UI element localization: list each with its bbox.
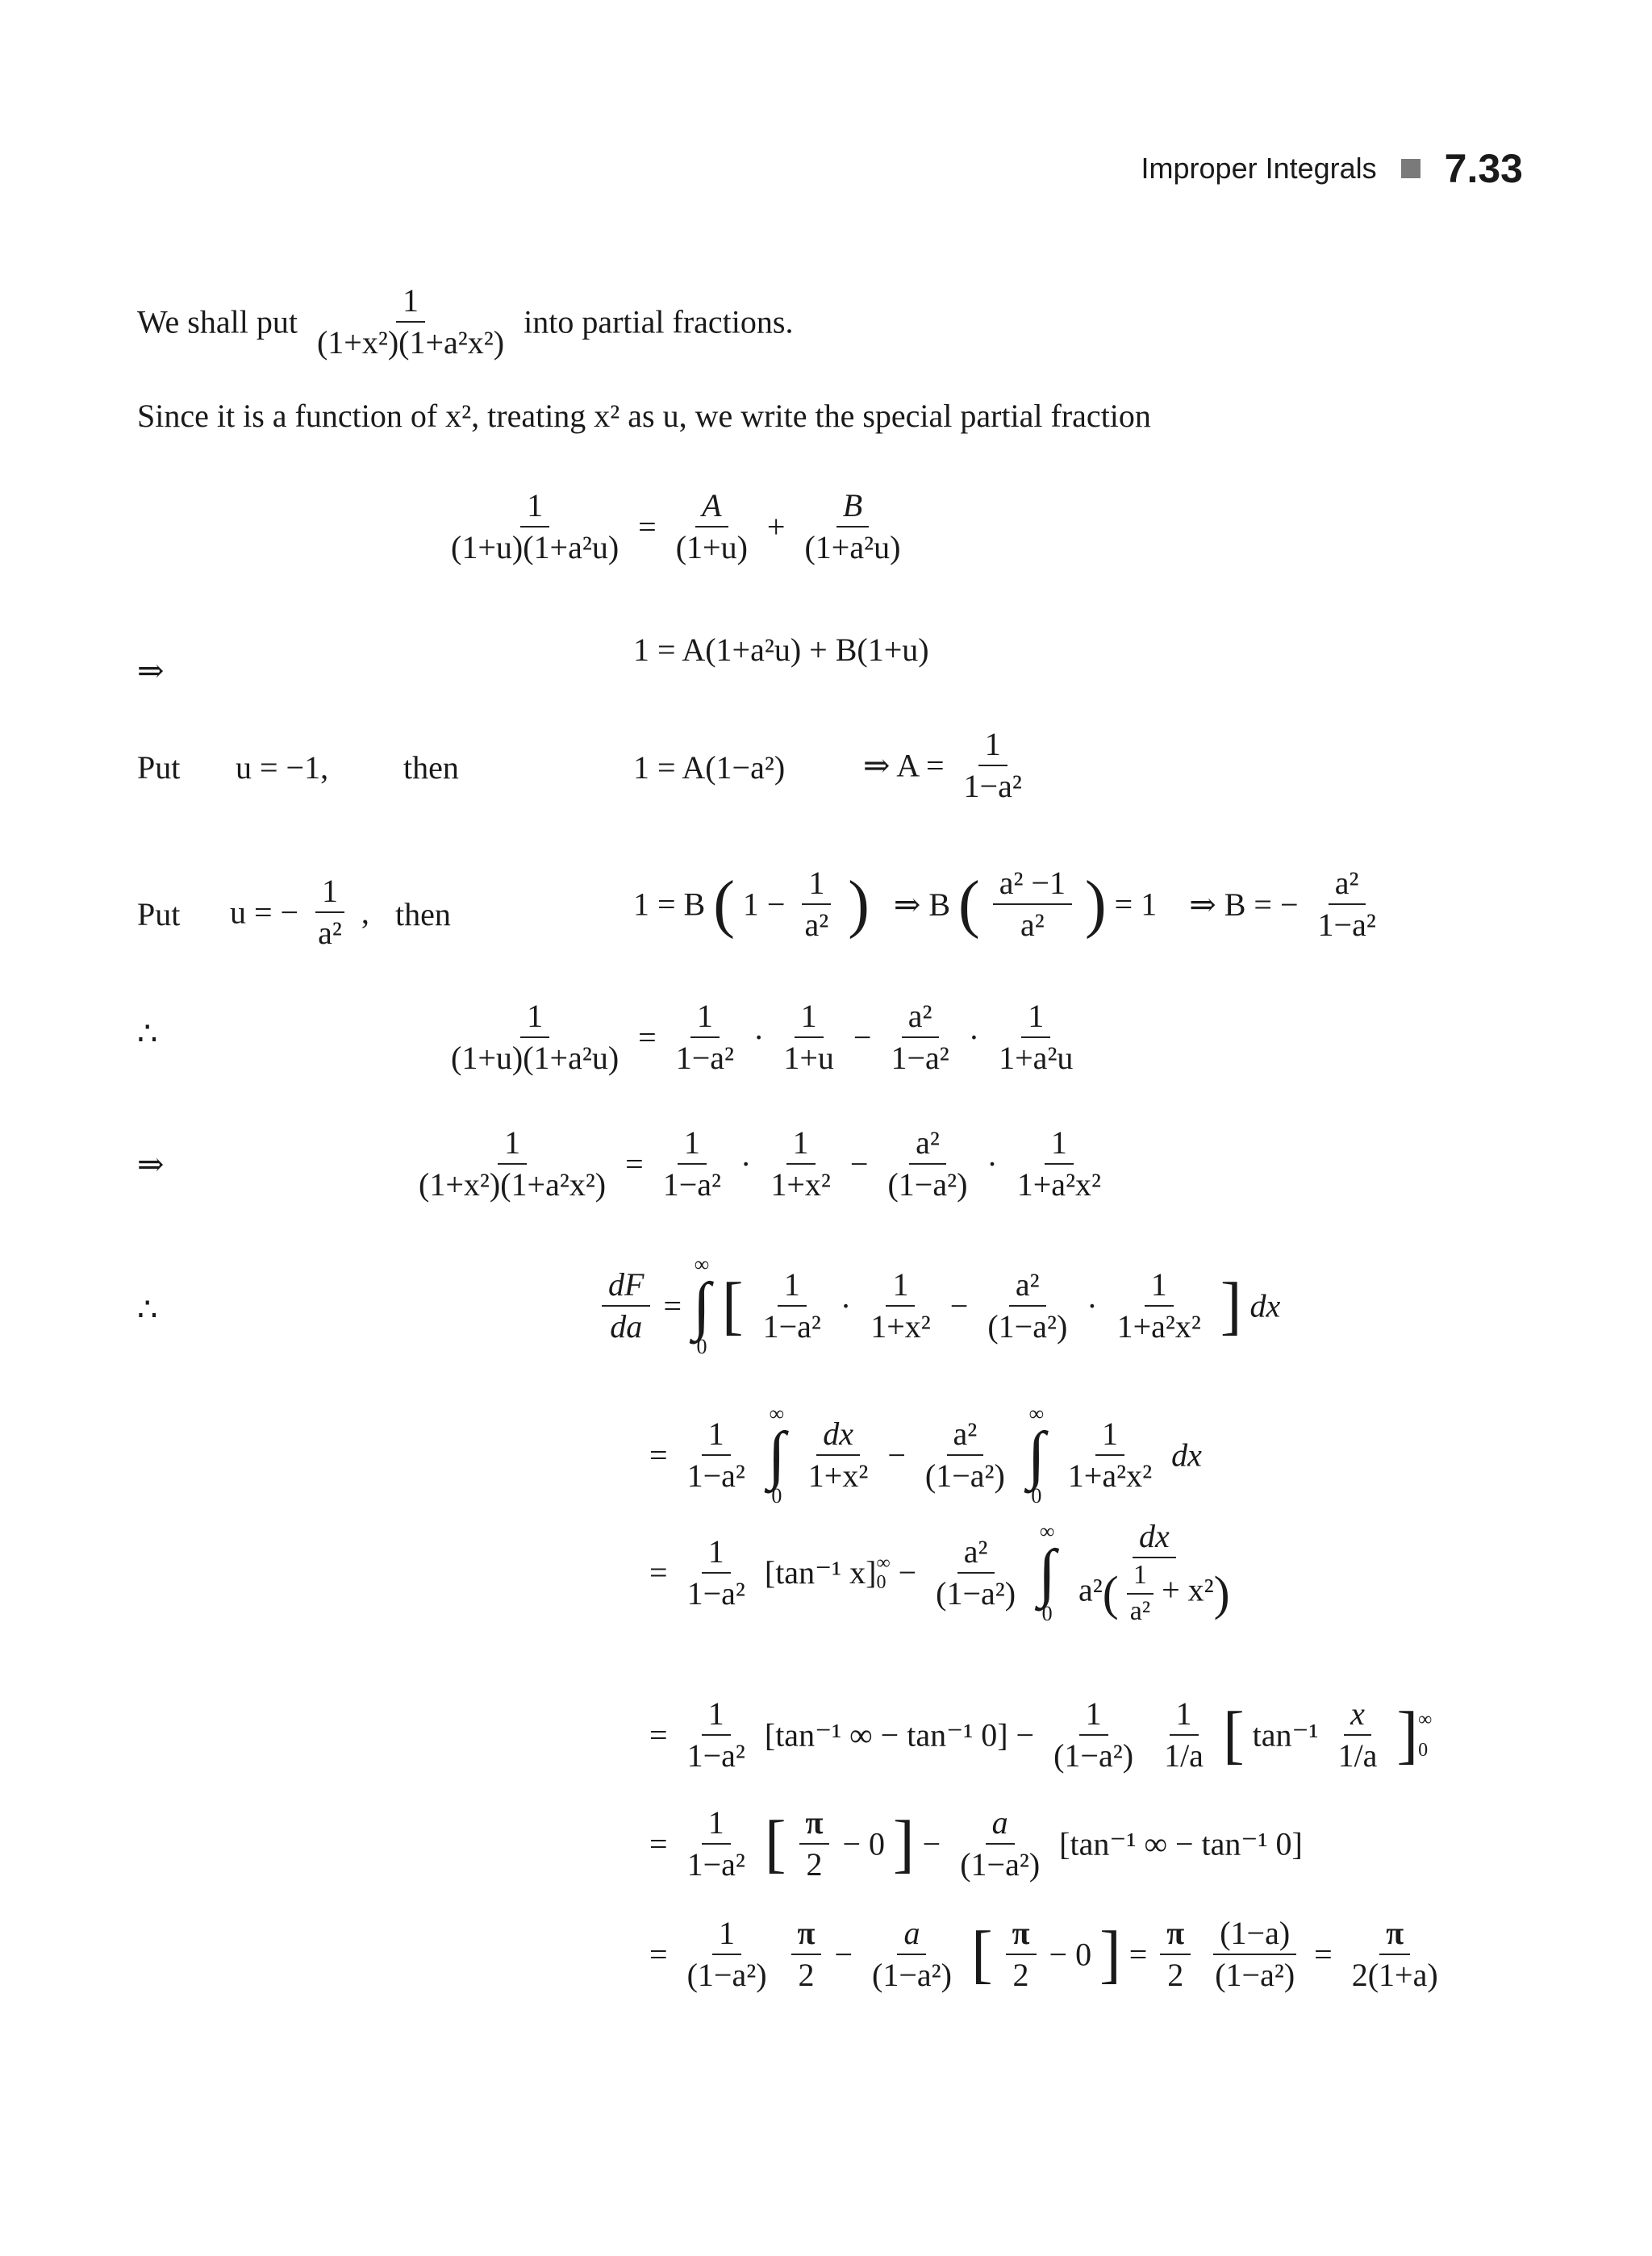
put-u1-eq: 1 = A(1−a²) — [633, 749, 786, 786]
put-u2-eq: 1 = B ( 1 − $\frac{1}{\text{a²}}$ ) ⇒ B ( $\frac{\text{a² −1}}{\text{a²}}$ ) = 1 ⇒ B = − $\frac{\text{a²}}{\text{1−a²}}$ — [633, 865, 1376, 943]
intro-fraction: $\frac{1}{\text{(1+x²)(1+a²x²)}}$ — [316, 282, 505, 361]
therefore-symbol-1: ∴ — [137, 1015, 158, 1052]
step-evaluate: = $\frac{1}{\text{1−a²}}$ [tan⁻¹ ∞ − tan⁻¹ 0] − $\frac{1}{\text{(1−a²)}}$ $\frac{1}{1/a}$ [ tan⁻¹ $\frac{x}{1/a}$ ] ∞ 0 — [649, 1695, 1433, 1774]
step-final: = $\frac{1}{\text{(1−a²)}}$ $\frac{\pi}{2}$ − $\frac{a}{\text{(1−a²)}}$ [ $\frac{\pi}{2}$ − 0 ] = $\frac{\pi}{2}$ $\frac{(1-a)}{\text{(1−a²)}}$ = $\frac{\pi}{2(1+a)}$ — [649, 1915, 1438, 1993]
step-split-integrals: = $\frac{1}{\text{1−a²}}$ ∞ ∫ 0 $\frac{dx}{\text{1+x²}}$ − $\frac{\text{a²}}{\text{(1−a²)}}$ ∞ ∫ 0 $\frac{1}{\text{1+a²x²}}$ dx — [649, 1402, 1202, 1507]
since-line: Since it is a function of x², treating x² as u, we write the special partial fraction — [137, 398, 1151, 434]
therefore-symbol-2: ∴ — [137, 1291, 158, 1328]
dF-da-integral: $\frac{dF}{da}$ = ∞ ∫ 0 [ $\frac{1}{\text{1−a²}}$ · $\frac{1}{\text{1+x²}}$ − $\frac{\text{a²}}{\text{(1−a²)}}$ · $\frac{1}{\text{1+a²x²}}$ ] dx — [597, 1254, 1280, 1357]
implies-symbol-2: ⇒ — [137, 1146, 165, 1182]
decomposition-u: $\frac{1}{\text{(1+u)(1+a²u)}}$ = $\frac{1}{\text{1−a²}}$ · $\frac{1}{1+u}$ − $\frac{\text{a²}}{\text{1−a²}}$ · $\frac{1}{\text{1+a²u}}$ — [451, 998, 1074, 1076]
page-number: 7.33 — [1444, 146, 1523, 191]
step-pi-half: = $\frac{1}{\text{1−a²}}$ [ $\frac{\pi}{2}$ − 0 ] − $\frac{a}{\text{(1−a²)}}$ [tan⁻¹ ∞ − tan⁻¹ 0] — [649, 1804, 1303, 1883]
section-title: Improper Integrals — [1141, 152, 1377, 185]
put-label-1: Put — [137, 749, 181, 786]
header-square-icon — [1401, 159, 1420, 178]
put-u1: u = −1, — [236, 749, 329, 786]
then-label-2: then — [395, 896, 451, 932]
then-label-1: then — [403, 749, 459, 786]
put-u2: u = − $\frac{1}{\text{a²}}$ , — [230, 873, 369, 951]
decomposition-x: $\frac{1}{\text{(1+x²)(1+a²x²)}}$ = $\frac{1}{\text{1−a²}}$ · $\frac{1}{\text{1+x²}}$ − $\frac{\text{a²}}{\text{(1−a²)}}$ · $\frac{1}{\text{1+a²x²}}$ — [419, 1124, 1102, 1203]
running-header — [1141, 145, 1523, 192]
A-value: ⇒ A = $\frac{1}{\text{1−a²}}$ — [863, 726, 1022, 804]
step-arctan: = $\frac{1}{\text{1−a²}}$ [tan⁻¹ x] ∞ 0 − $\frac{\text{a²}}{\text{(1−a²)}}$ ∞ ∫ 0 dx a²( $\frac{1}{\text{a²}}$ + x²) — [649, 1518, 1230, 1626]
identity-eq: 1 = A(1+a²u) + B(1+u) — [633, 632, 929, 668]
put-label-2: Put — [137, 896, 181, 932]
partial-fraction-eq: $\frac{1}{\text{(1+u)(1+a²u)}}$ = $\frac{A}{(1+u)}$ + $\frac{B}{\text{(1+a²u)}}$ — [451, 487, 901, 565]
implies-symbol-1: ⇒ — [137, 653, 165, 689]
intro-line: We shall put $\frac{1}{\text{(1+x²)(1+a²x²)}}$ into partial fractions. — [137, 281, 793, 363]
